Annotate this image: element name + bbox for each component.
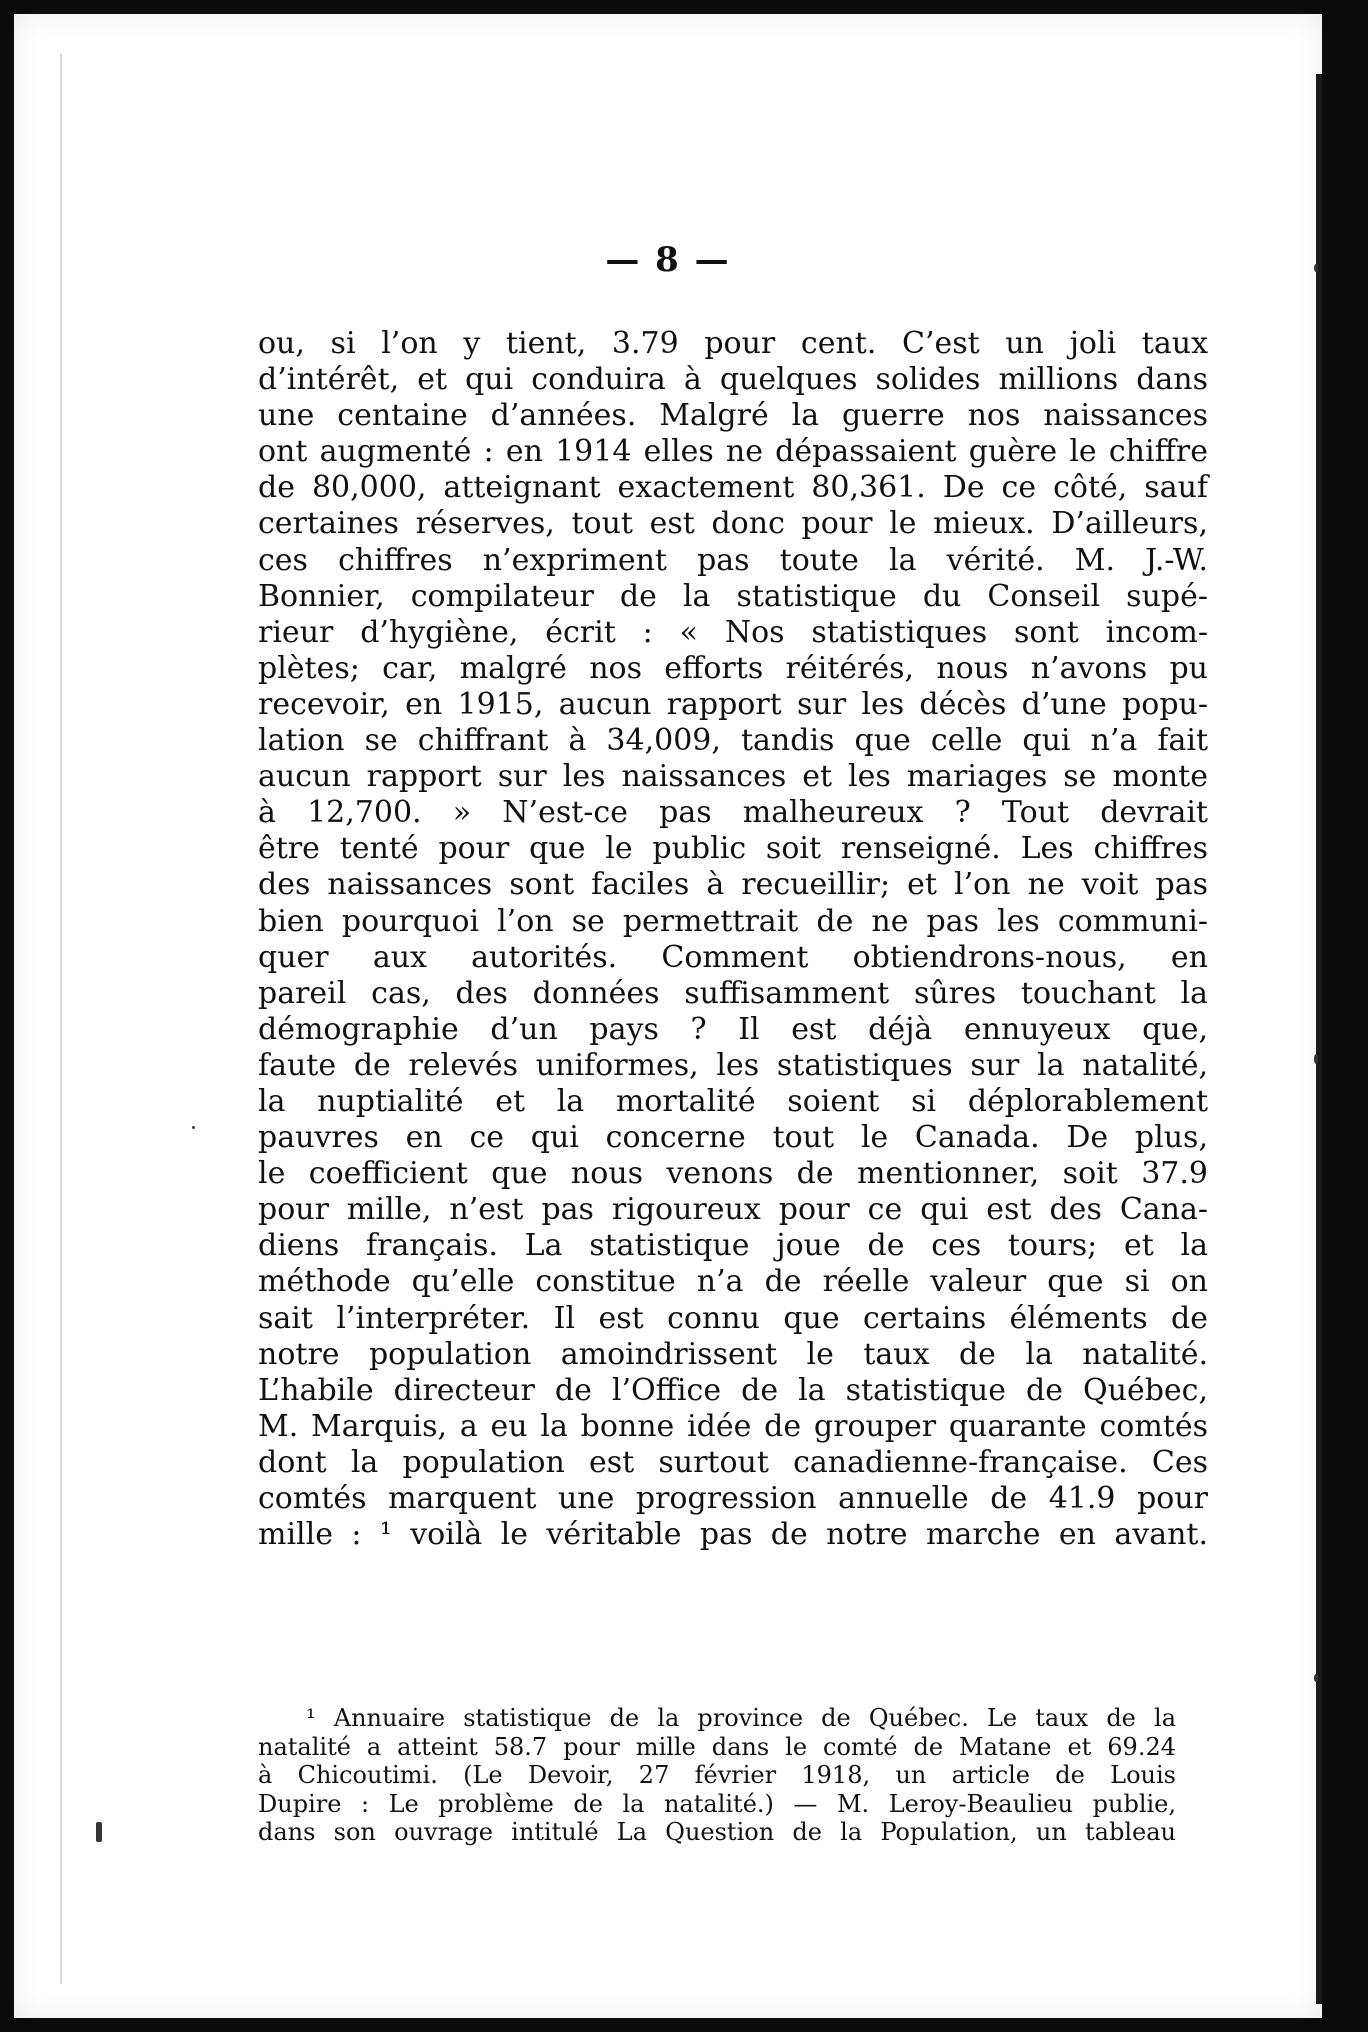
- body-line: la nuptialité et la mortalité soient si déplorablement: [258, 1083, 1208, 1119]
- body-line: bien pourquoi l’on se permettrait de ne pas les communi-: [258, 903, 1208, 939]
- body-line: recevoir, en 1915, aucun rapport sur les décès d’une popu-: [258, 686, 1208, 722]
- body-line: pareil cas, des données suffisamment sûres touchant la: [258, 975, 1208, 1011]
- footnote-line: ¹ Annuaire statistique de la province de Québec. Le taux de la: [306, 1704, 1176, 1732]
- body-line: pour mille, n’est pas rigoureux pour ce qui est des Cana-: [258, 1192, 1208, 1228]
- body-line: ou, si l’on y tient, 3.79 pour cent. C’est un joli taux: [258, 326, 1208, 361]
- body-line: notre population amoindrissent le taux de la natalité.: [258, 1336, 1208, 1372]
- body-line: certaines réserves, tout est donc pour le mieux. D’ailleurs,: [258, 506, 1208, 542]
- body-line: quer aux autorités. Comment obtiendrons-nous, en: [258, 939, 1208, 975]
- book-spine-edge: [1316, 74, 1322, 2004]
- body-line: méthode qu’elle constitue n’a de réelle valeur que si on: [258, 1264, 1208, 1300]
- scanned-page: [14, 14, 1322, 2018]
- footnote-line: à Chicoutimi. (Le Devoir, 27 février 1918, un article de Louis: [258, 1761, 1176, 1789]
- body-line: démographie d’un pays ? Il est déjà ennuyeux que,: [258, 1011, 1208, 1047]
- body-line: ont augmenté : en 1914 elles ne dépassaient guère le chiffre: [258, 434, 1208, 470]
- body-line: comtés marquent une progression annuelle de 41.9 pour: [258, 1481, 1208, 1516]
- body-line: M. Marquis, a eu la bonne idée de grouper quarante comtés: [258, 1408, 1208, 1444]
- body-line: rieur d’hygiène, écrit : « Nos statistiques sont incom-: [258, 614, 1208, 650]
- body-line: Bonnier, compilateur de la statistique du Conseil supé-: [258, 578, 1208, 614]
- body-line: le coefficient que nous venons de mentionner, soit 37.9: [258, 1156, 1208, 1192]
- body-line: d’intérêt, et qui conduira à quelques solides millions dans: [258, 362, 1208, 398]
- body-line: être tenté pour que le public soit renseigné. Les chiffres: [258, 831, 1208, 867]
- body-line: L’habile directeur de l’Office de la statistique de Québec,: [258, 1372, 1208, 1408]
- body-line: aucun rapport sur les naissances et les mariages se monte: [258, 759, 1208, 795]
- body-line: diens français. La statistique joue de ces tours; et la: [258, 1228, 1208, 1264]
- body-text: [258, 326, 1208, 1553]
- footnote-line: natalité a atteint 58.7 pour mille dans le comté de Matane et 69.24: [258, 1732, 1176, 1761]
- page-number: — 8 —: [605, 240, 731, 280]
- body-line: plètes; car, malgré nos efforts réitérés, nous n’avons pu: [258, 650, 1208, 686]
- body-line: des naissances sont faciles à recueillir; et l’on ne voit pas: [258, 867, 1208, 903]
- body-line: faute de relevés uniformes, les statistiques sur la natalité,: [258, 1047, 1208, 1083]
- body-line: une centaine d’années. Malgré la guerre nos naissances: [258, 398, 1208, 434]
- body-line: dont la population est surtout canadienne-française. Ces: [258, 1444, 1208, 1480]
- body-line: de 80,000, atteignant exactement 80,361. De ce côté, sauf: [258, 470, 1208, 506]
- body-line: à 12,700. » N’est-ce pas malheureux ? Tout devrait: [258, 795, 1208, 831]
- footnote-line: dans son ouvrage intitulé La Question de la Population, un tableau: [258, 1818, 1176, 1846]
- footnote-line: Dupire : Le problème de la natalité.) — M. Leroy-Beaulieu publie,: [258, 1789, 1176, 1818]
- footnotes: [258, 1704, 1176, 1847]
- body-line: mille : ¹ voilà le véritable pas de notre marche en avant.: [258, 1517, 1208, 1553]
- body-line: sait l’interpréter. Il est connu que certains éléments de: [258, 1300, 1208, 1336]
- body-line: ces chiffres n’expriment pas toute la vérité. M. J.-W.: [258, 542, 1208, 578]
- body-line: lation se chiffrant à 34,009, tandis que celle qui n’a fait: [258, 723, 1208, 759]
- page-fold-line: [60, 54, 62, 1984]
- body-line: pauvres en ce qui concerne tout le Canada. De plus,: [258, 1120, 1208, 1156]
